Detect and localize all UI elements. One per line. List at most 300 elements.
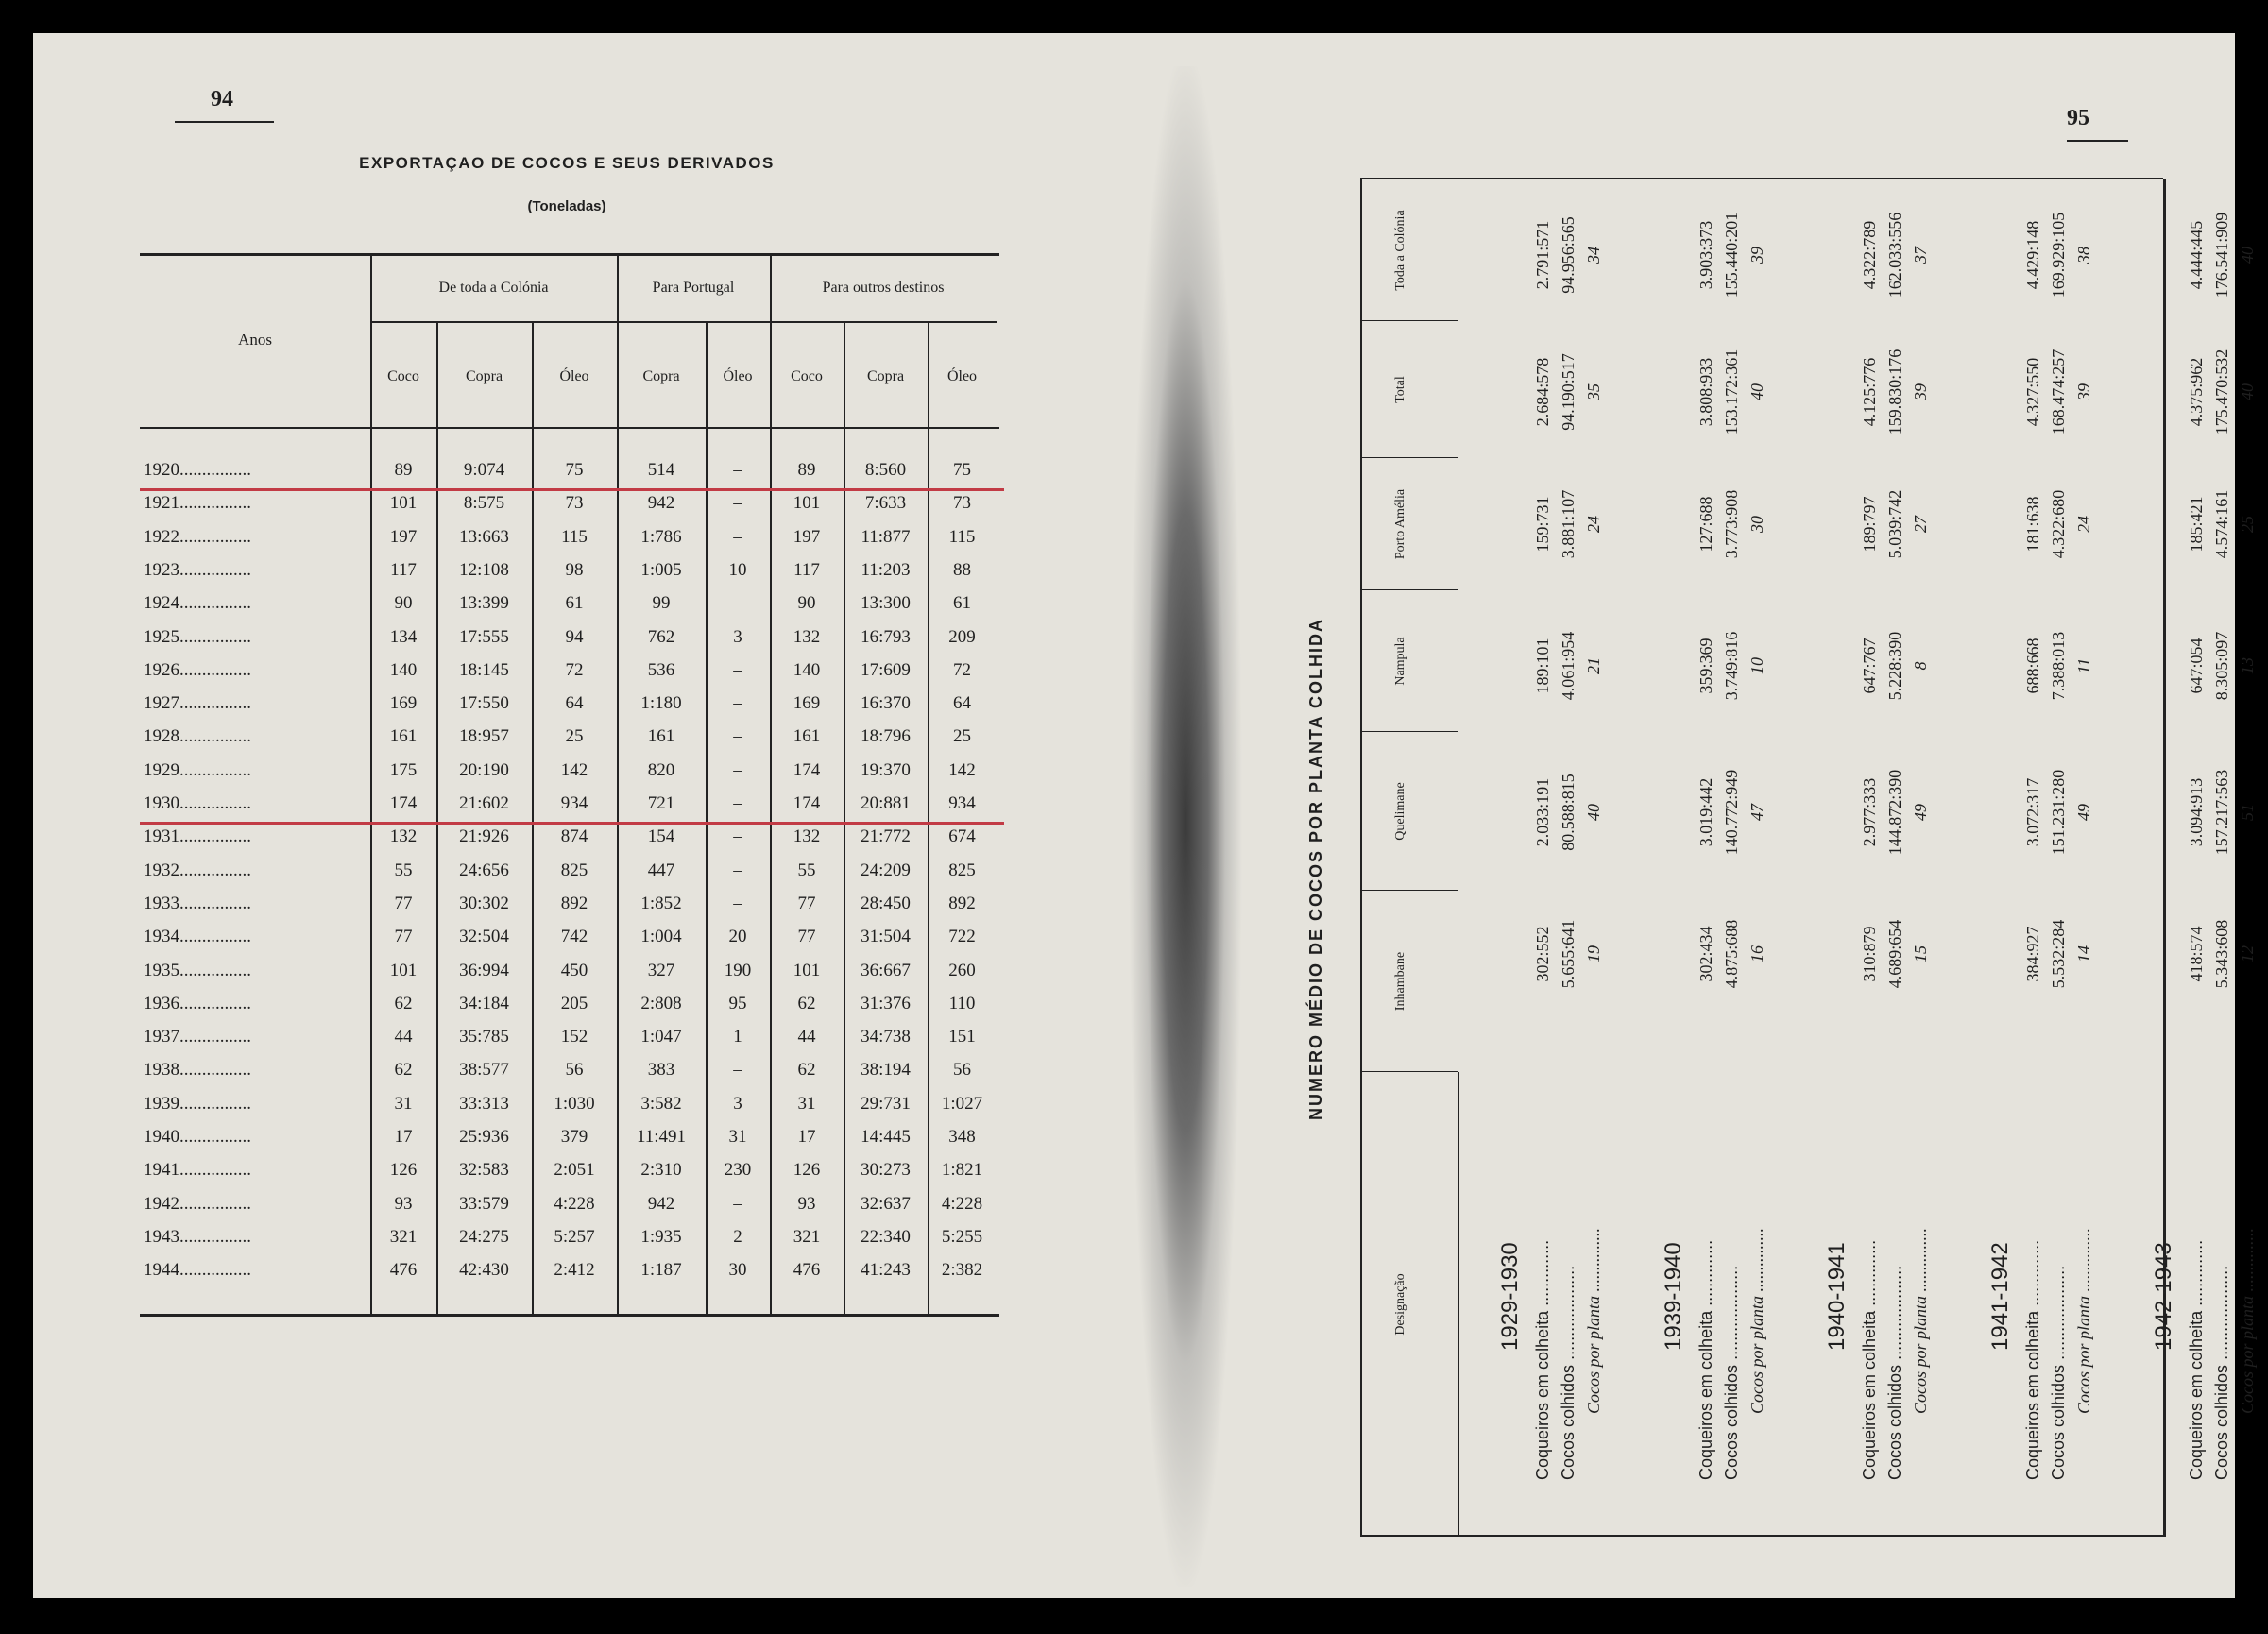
left-page-number-rule <box>175 121 274 123</box>
table-cell: 152 <box>560 1027 588 1047</box>
table-cell: 132 <box>793 826 821 847</box>
value-cell: 302:434 <box>1697 926 1715 982</box>
table-cell: 93 <box>394 1193 413 1214</box>
right-table-title: NUMERO MÉDIO DE COCOS POR PLANTA COLHIDA <box>1306 618 1325 1121</box>
row-label: Coqueiros em colheita .............. <box>2187 1239 2206 1480</box>
row-label: Cocos por planta ............... <box>2238 1227 2257 1414</box>
table-cell: 536 <box>647 659 675 680</box>
table-cell: 16:370 <box>861 693 911 714</box>
value-cell: 4.444:445 <box>2187 220 2206 290</box>
table-cell: 2:051 <box>554 1160 595 1181</box>
table-top-rule <box>140 253 999 256</box>
value-cell: 144.872:390 <box>1885 769 1904 856</box>
value-cell: 647:054 <box>2187 638 2206 694</box>
table-cell: 205 <box>560 993 588 1013</box>
table-cell: – <box>733 1193 742 1214</box>
table-cell: 1:027 <box>941 1093 983 1114</box>
right-header-6: Toda a Colónia <box>1393 210 1407 291</box>
table-cell: 62 <box>797 993 816 1013</box>
table-cell: 1:935 <box>640 1226 682 1247</box>
value-cell: 5.655:641 <box>1559 919 1577 989</box>
table-cell: 514 <box>647 460 675 480</box>
table-cell: 209 <box>948 626 976 647</box>
value-cell: 11 <box>2074 657 2093 674</box>
value-cell: 157.217:563 <box>2212 769 2231 856</box>
table-cell: 62 <box>394 1060 413 1081</box>
value-cell: 3.903:373 <box>1697 220 1715 290</box>
table-cell: 161 <box>793 726 821 747</box>
left-table-title: EXPORTAÇAO DE COCOS E SEUS DERIVADOS <box>359 154 775 172</box>
value-cell: 127:688 <box>1697 496 1715 553</box>
value-cell: 3.749:816 <box>1722 631 1741 701</box>
table-cell: 20:881 <box>861 793 911 813</box>
table-cell: 16:793 <box>861 626 911 647</box>
table-cell: 101 <box>389 960 418 980</box>
value-cell: 24 <box>2074 516 2093 533</box>
value-cell: 7.388:013 <box>2049 631 2068 701</box>
table-cell: 1:786 <box>640 526 682 547</box>
table-cell: 379 <box>560 1127 588 1147</box>
table-cell: 3 <box>733 626 742 647</box>
header-group-0: De toda a Colónia <box>438 280 549 296</box>
value-cell: 140.772:949 <box>1722 769 1741 856</box>
value-cell: 15 <box>1911 945 1930 962</box>
table-cell: 32:637 <box>861 1193 911 1214</box>
table-cell: 17:550 <box>459 693 509 714</box>
header-col-5: Coco <box>791 368 823 384</box>
table-cell: 197 <box>389 526 418 547</box>
value-cell: 2.977:333 <box>1860 777 1879 847</box>
value-cell: 38 <box>2074 247 2093 264</box>
table-cell: – <box>733 726 742 747</box>
value-cell: 24 <box>1584 516 1603 533</box>
table-cell: 8:560 <box>864 460 907 480</box>
period-label: 1929-1930 <box>1497 1242 1523 1351</box>
table-cell: 1:005 <box>640 559 682 580</box>
value-cell: 310:879 <box>1860 926 1879 982</box>
header-col-6: Copra <box>866 368 905 384</box>
table-cell: 154 <box>647 826 675 847</box>
year-label: 1920................ <box>144 460 251 480</box>
table-cell: 161 <box>647 726 675 747</box>
value-cell: 80.588:815 <box>1559 774 1577 851</box>
value-cell: 151.231:280 <box>2049 769 2068 856</box>
table-cell: 7:633 <box>864 493 907 514</box>
year-label: 1944................ <box>144 1260 251 1281</box>
year-label: 1931................ <box>144 826 251 847</box>
value-cell: 49 <box>1911 804 1930 821</box>
table-cell: 75 <box>565 460 584 480</box>
table-cell: 742 <box>560 927 588 947</box>
table-cell: 72 <box>565 659 584 680</box>
value-cell: 47 <box>1748 804 1766 821</box>
table-cell: 55 <box>797 860 816 880</box>
value-cell: 4.875:688 <box>1722 919 1741 989</box>
table-cell: 321 <box>389 1226 418 1247</box>
value-cell: 4.061:954 <box>1559 631 1577 701</box>
table-cell: 56 <box>565 1060 584 1081</box>
table-cell: 140 <box>389 659 418 680</box>
header-anos: Anos <box>238 331 272 349</box>
table-cell: 140 <box>793 659 821 680</box>
table-cell: 21:772 <box>861 826 911 847</box>
right-column-rule <box>1360 890 1458 891</box>
table-cell: – <box>733 659 742 680</box>
table-cell: 134 <box>389 626 418 647</box>
value-cell: 189:797 <box>1860 496 1879 553</box>
table-cell: 1:047 <box>640 1027 682 1047</box>
table-cell: 825 <box>948 860 976 880</box>
table-cell: 260 <box>948 960 976 980</box>
table-cell: 90 <box>394 593 413 614</box>
period-label: 1942-1943 <box>2151 1242 2176 1351</box>
table-cell: 36:667 <box>861 960 911 980</box>
value-cell: 2.791:571 <box>1533 220 1552 290</box>
period-label: 1941-1942 <box>1987 1242 2013 1351</box>
right-column-rule <box>1360 589 1458 590</box>
table-cell: 115 <box>561 526 588 547</box>
value-cell: 4.429:148 <box>2023 220 2042 290</box>
red-underline-0 <box>140 488 1004 491</box>
table-cell: 175 <box>389 759 418 780</box>
row-label: Coqueiros em colheita .............. <box>1697 1239 1715 1480</box>
table-cell: 18:145 <box>459 659 509 680</box>
value-cell: 40 <box>1584 804 1603 821</box>
table-cell: 2:382 <box>941 1260 983 1281</box>
table-cell: 101 <box>793 960 821 980</box>
value-cell: 3.019:442 <box>1697 777 1715 847</box>
table-cell: 31 <box>797 1093 816 1114</box>
value-cell: 94.956:565 <box>1559 216 1577 294</box>
value-cell: 5.343:608 <box>2212 919 2231 989</box>
right-column-rule <box>1360 1071 1458 1072</box>
value-cell: 8 <box>1911 661 1930 671</box>
table-cell: 4:228 <box>941 1193 983 1214</box>
year-label: 1942................ <box>144 1193 251 1214</box>
value-cell: 688:668 <box>2023 638 2042 694</box>
value-cell: 40 <box>2238 383 2257 400</box>
table-cell: 21:602 <box>459 793 509 813</box>
table-cell: 132 <box>793 626 821 647</box>
value-cell: 5.039:742 <box>1885 489 1904 559</box>
year-label: 1925................ <box>144 626 251 647</box>
table-cell: 90 <box>797 593 816 614</box>
table-cell: 30:273 <box>861 1160 911 1181</box>
value-cell: 3.773:908 <box>1722 489 1741 559</box>
table-cell: – <box>733 493 742 514</box>
table-cell: 3:582 <box>640 1093 682 1114</box>
row-label: Cocos por planta ............... <box>2074 1227 2093 1414</box>
table-cell: 77 <box>797 927 816 947</box>
year-label: 1922................ <box>144 526 251 547</box>
value-cell: 168.474:257 <box>2049 349 2068 435</box>
year-label: 1933................ <box>144 893 251 913</box>
table-cell: 25 <box>565 726 584 747</box>
row-label: Coqueiros em colheita .............. <box>1533 1239 1552 1480</box>
table-cell: 64 <box>565 693 584 714</box>
table-cell: 32:504 <box>459 927 509 947</box>
table-cell: 20:190 <box>459 759 509 780</box>
header-col-3: Copra <box>642 368 680 384</box>
table-cell: 8:575 <box>463 493 505 514</box>
table-cell: 64 <box>953 693 971 714</box>
table-cell: 101 <box>793 493 821 514</box>
year-label: 1932................ <box>144 860 251 880</box>
table-cell: 17:555 <box>459 626 509 647</box>
right-table-top-rule <box>1360 179 1362 1537</box>
table-cell: 674 <box>948 826 976 847</box>
table-cell: 934 <box>560 793 588 813</box>
row-label: Cocos por planta ............... <box>1911 1227 1930 1414</box>
right-header-0: Designação <box>1393 1273 1407 1336</box>
row-label: Cocos colhidos .................... <box>1885 1265 1904 1480</box>
value-cell: 35 <box>1584 383 1603 400</box>
value-cell: 10 <box>1748 657 1766 674</box>
table-cell: 942 <box>647 493 675 514</box>
table-cell: 126 <box>389 1160 418 1181</box>
year-label: 1940................ <box>144 1127 251 1147</box>
right-column-rule <box>1360 457 1458 458</box>
table-cell: 1:852 <box>640 893 682 913</box>
table-cell: 321 <box>793 1226 821 1247</box>
table-cell: 73 <box>953 493 971 514</box>
period-label: 1939-1940 <box>1661 1242 1686 1351</box>
table-cell: 174 <box>793 759 821 780</box>
table-cell: 476 <box>389 1260 418 1281</box>
right-header-2: Quelimane <box>1393 782 1407 841</box>
value-cell: 2.033:191 <box>1533 777 1552 847</box>
year-label: 1941................ <box>144 1160 251 1181</box>
table-cell: 34:184 <box>459 993 509 1013</box>
year-label: 1939................ <box>144 1093 251 1114</box>
table-cell: 161 <box>389 726 418 747</box>
table-cell: 13:399 <box>459 593 509 614</box>
table-cell: 9:074 <box>463 460 505 480</box>
table-cell: 1:180 <box>640 693 682 714</box>
value-cell: 3.072:317 <box>2023 777 2042 847</box>
row-label: Cocos colhidos .................... <box>2049 1265 2068 1480</box>
table-cell: 62 <box>394 993 413 1013</box>
table-cell: 348 <box>948 1127 976 1147</box>
table-cell: 934 <box>948 793 976 813</box>
table-cell: 117 <box>390 559 417 580</box>
row-label: Coqueiros em colheita .............. <box>1860 1239 1879 1480</box>
table-cell: 1:821 <box>941 1160 983 1181</box>
row-label: Cocos colhidos .................... <box>2212 1265 2231 1480</box>
table-cell: 2:412 <box>554 1260 595 1281</box>
rotated-coconut-table <box>1306 151 2257 1587</box>
table-cell: 142 <box>948 759 976 780</box>
value-cell: 155.440:201 <box>1722 212 1741 298</box>
table-cell: 11:203 <box>861 559 911 580</box>
header-col-4: Óleo <box>723 368 753 384</box>
value-cell: 21 <box>1584 657 1603 674</box>
value-cell: 4.322:789 <box>1860 220 1879 290</box>
table-cell: 4:228 <box>554 1193 595 1214</box>
value-cell: 40 <box>1748 383 1766 400</box>
table-cell: 450 <box>560 960 588 980</box>
table-cell: 31 <box>394 1093 413 1114</box>
value-cell: 3.881:107 <box>1559 489 1577 559</box>
table-cell: 447 <box>647 860 675 880</box>
value-cell: 39 <box>2074 383 2093 400</box>
value-cell: 4.574:161 <box>2212 489 2231 559</box>
table-cell: 2:808 <box>640 993 682 1013</box>
table-cell: 30:302 <box>459 893 509 913</box>
table-cell: 942 <box>647 1193 675 1214</box>
year-label: 1938................ <box>144 1060 251 1081</box>
column-rule <box>370 253 372 1314</box>
table-cell: 75 <box>953 460 971 480</box>
table-cell: 31:376 <box>861 993 911 1013</box>
value-cell: 162.033:556 <box>1885 212 1904 298</box>
value-cell: 94.190:517 <box>1559 353 1577 431</box>
table-cell: 28:450 <box>861 893 911 913</box>
table-cell: 101 <box>389 493 418 514</box>
right-page-number: 95 <box>2067 106 2089 130</box>
table-cell: 110 <box>948 993 976 1013</box>
table-cell: 115 <box>948 526 976 547</box>
right-column-rule <box>1360 320 1458 321</box>
value-cell: 181:638 <box>2023 496 2042 553</box>
table-cell: – <box>733 860 742 880</box>
value-cell: 175.470:532 <box>2212 349 2231 435</box>
table-cell: 142 <box>560 759 588 780</box>
group-header-rule <box>370 321 997 323</box>
table-cell: 1:030 <box>554 1093 595 1114</box>
table-cell: – <box>733 593 742 614</box>
table-cell: – <box>733 526 742 547</box>
table-cell: 42:430 <box>459 1260 509 1281</box>
table-cell: 94 <box>565 626 584 647</box>
value-cell: 647:767 <box>1860 638 1879 694</box>
value-cell: 302:552 <box>1533 926 1552 982</box>
table-cell: 14:445 <box>861 1127 911 1147</box>
table-cell: 11:491 <box>636 1127 687 1147</box>
table-cell: 11:877 <box>861 526 911 547</box>
table-cell: 38:577 <box>459 1060 509 1081</box>
table-cell: 1:004 <box>640 927 682 947</box>
table-cell: – <box>733 460 742 480</box>
table-cell: 95 <box>728 993 747 1013</box>
table-cell: 99 <box>652 593 671 614</box>
table-cell: 22:340 <box>861 1226 911 1247</box>
right-header-4: Porto Amélia <box>1393 488 1407 560</box>
table-cell: 29:731 <box>861 1093 911 1114</box>
period-label: 1940-1941 <box>1824 1242 1850 1351</box>
table-cell: 77 <box>394 927 413 947</box>
value-cell: 3.808:933 <box>1697 357 1715 427</box>
header-bottom-rule <box>140 427 999 429</box>
year-label: 1937................ <box>144 1027 251 1047</box>
table-cell: 17 <box>394 1127 413 1147</box>
table-cell: 36:994 <box>459 960 509 980</box>
table-cell: 5:255 <box>941 1226 983 1247</box>
year-label: 1929................ <box>144 759 251 780</box>
value-cell: 189:101 <box>1533 638 1552 694</box>
left-page-number: 94 <box>211 87 233 111</box>
table-cell: 383 <box>647 1060 675 1081</box>
table-cell: 25 <box>953 726 971 747</box>
value-cell: 4.125:776 <box>1860 357 1879 427</box>
table-cell: 169 <box>793 693 821 714</box>
table-cell: 117 <box>793 559 820 580</box>
year-label: 1927................ <box>144 693 251 714</box>
table-cell: 89 <box>797 460 816 480</box>
table-cell: 820 <box>647 759 675 780</box>
value-cell: 8.305:097 <box>2212 631 2231 701</box>
table-cell: 38:194 <box>861 1060 911 1081</box>
table-cell: 34:738 <box>861 1027 911 1047</box>
table-cell: 230 <box>724 1160 752 1181</box>
table-cell: 72 <box>953 659 971 680</box>
table-cell: 2 <box>733 1226 742 1247</box>
year-label: 1930................ <box>144 793 251 813</box>
value-cell: 169.929:105 <box>2049 212 2068 298</box>
header-group-2: Para outros destinos <box>822 280 945 296</box>
value-cell: 4.322:680 <box>2049 489 2068 559</box>
table-cell: 2:310 <box>640 1160 682 1181</box>
table-cell: 327 <box>647 960 675 980</box>
value-cell: 4.375:962 <box>2187 357 2206 427</box>
value-cell: 384:927 <box>2023 926 2042 982</box>
right-table-edge-rule <box>1360 1535 2163 1537</box>
table-cell: 20 <box>728 927 747 947</box>
table-cell: 151 <box>948 1027 976 1047</box>
value-cell: 3.094:913 <box>2187 777 2206 847</box>
value-cell: 4.327:550 <box>2023 357 2042 427</box>
year-label: 1943................ <box>144 1226 251 1247</box>
table-cell: 1:187 <box>640 1260 682 1281</box>
book-gutter-shadow <box>1129 66 1242 1587</box>
table-cell: – <box>733 893 742 913</box>
table-cell: 19:370 <box>861 759 911 780</box>
table-cell: 190 <box>724 960 752 980</box>
table-cell: 18:796 <box>861 726 911 747</box>
value-cell: 176.541:909 <box>2212 212 2231 298</box>
table-cell: 13:300 <box>861 593 911 614</box>
table-cell: 874 <box>560 826 588 847</box>
right-header-rule <box>1458 1072 1459 1537</box>
value-cell: 14 <box>2074 945 2093 962</box>
table-cell: 61 <box>953 593 971 614</box>
right-table-edge-rule <box>1360 178 2163 179</box>
table-cell: 892 <box>948 893 976 913</box>
value-cell: 37 <box>1911 247 1930 264</box>
right-column-rule <box>1360 731 1458 732</box>
year-label: 1934................ <box>144 927 251 947</box>
table-cell: 169 <box>389 693 418 714</box>
table-cell: 24:656 <box>459 860 509 880</box>
table-cell: 88 <box>953 559 971 580</box>
table-cell: 55 <box>394 860 413 880</box>
table-cell: 25:936 <box>459 1127 509 1147</box>
table-cell: 31:504 <box>861 927 911 947</box>
row-label: Cocos por planta ............... <box>1748 1227 1766 1414</box>
value-cell: 13 <box>2238 657 2257 674</box>
right-header-3: Nampula <box>1393 637 1407 686</box>
value-cell: 159.830:176 <box>1885 349 1904 435</box>
header-col-0: Coco <box>387 368 419 384</box>
table-cell: 18:957 <box>459 726 509 747</box>
value-cell: 39 <box>1748 247 1766 264</box>
row-label: Cocos colhidos .................... <box>1559 1265 1577 1480</box>
table-cell: 56 <box>953 1060 971 1081</box>
year-label: 1928................ <box>144 726 251 747</box>
table-cell: 722 <box>948 927 976 947</box>
table-cell: 77 <box>797 893 816 913</box>
table-cell: 892 <box>560 893 588 913</box>
